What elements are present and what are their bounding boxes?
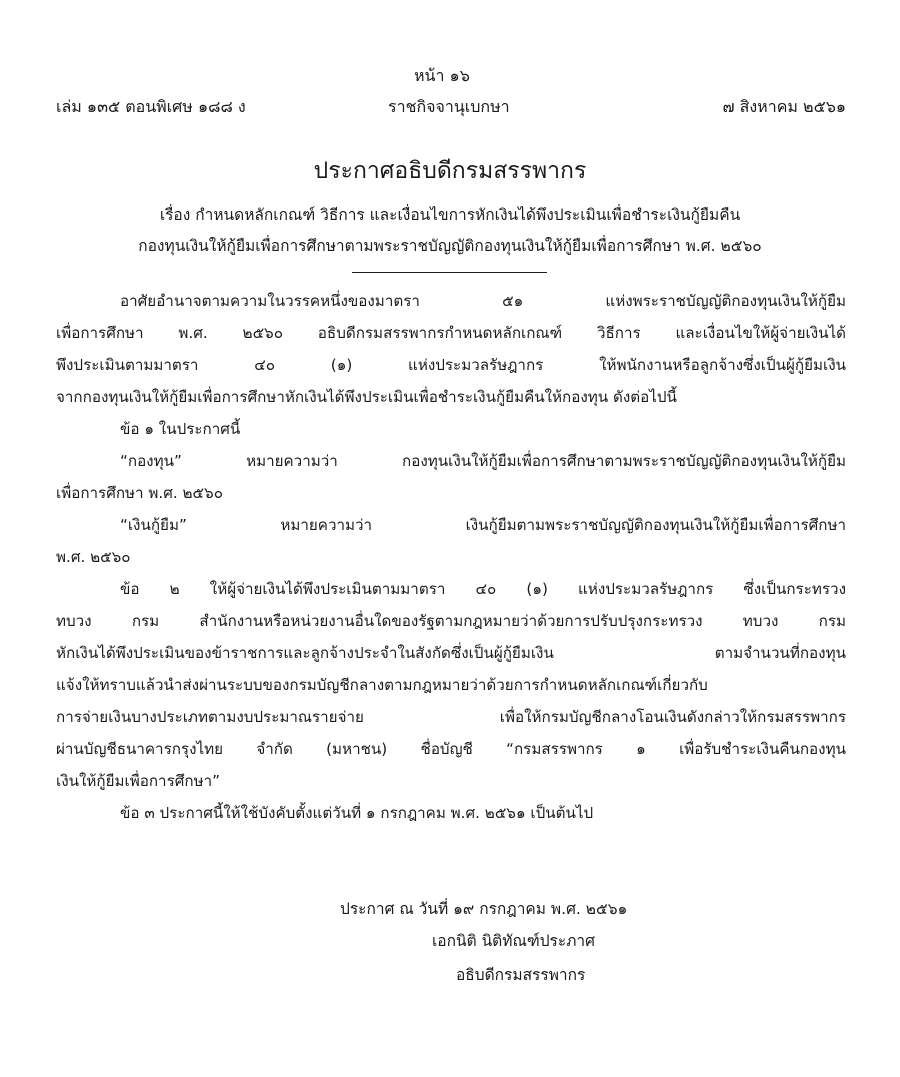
clause-2-line: การจ่ายเงินบางประเภทตามงบประมาณรายจ่าย เพื่อให้กรมบัญชีกลางโอนเงินดังกล่าวให้กรมสรรพากร — [56, 708, 846, 726]
clause-1-heading: ข้อ ๑ ในประกาศนี้ — [120, 420, 241, 438]
signatory-name: เอกนิติ นิติทัณฑ์ประภาศ — [432, 932, 595, 950]
clause-2-line: ทบวง กรม สำนักงานหรือหน่วยงานอื่นใดของรัฐตามกฎหมายว่าด้วยการปรับปรุงกระทรวง ทบวง กรม — [56, 612, 846, 630]
clause-2-line: ข้อ ๒ ให้ผู้จ่ายเงินได้พึงประเมินตามมาตรา ๔๐ (๑) แห่งประมวลรัษฎากร ซึ่งเป็นกระทรวง — [120, 580, 846, 598]
gazette-volume: เล่ม ๑๓๕ ตอนพิเศษ ๑๘๘ ง — [56, 97, 246, 116]
definition-loan-line: พ.ศ. ๒๕๖๐ — [56, 548, 131, 566]
page-number: หน้า ๑๖ — [414, 66, 470, 85]
clause-3-line: ข้อ ๓ ประกาศนี้ให้ใช้บังคับตั้งแต่วันที่ ๑ กรกฎาคม พ.ศ. ๒๕๖๑ เป็นต้นไป — [120, 804, 594, 822]
title-divider — [352, 272, 547, 273]
subject-line: กองทุนเงินให้กู้ยืมเพื่อการศึกษาตามพระราชบัญญัติกองทุนเงินให้กู้ยืมเพื่อการศึกษา พ.ศ. ๒๕๖๐ — [138, 237, 762, 255]
preamble-line: อาศัยอำนาจตามความในวรรคหนึ่งของมาตรา ๕๑ แห่งพระราชบัญญัติกองทุนเงินให้กู้ยืม — [120, 292, 846, 310]
gazette-name: ราชกิจจานุเบกษา — [388, 97, 510, 116]
preamble-line: เพื่อการศึกษา พ.ศ. ๒๕๖๐ อธิบดีกรมสรรพากรกำหนดหลักเกณฑ์ วิธีการ และเงื่อนไขให้ผู้จ่ายเงินได้ — [56, 324, 846, 342]
document-title: ประกาศอธิบดีกรมสรรพากร — [313, 158, 587, 184]
gazette-date: ๗ สิงหาคม ๒๕๖๑ — [722, 97, 846, 116]
subject-line: เรื่อง กำหนดหลักเกณฑ์ วิธีการ และเงื่อนไขการหักเงินได้พึงประเมินเพื่อชำระเงินกู้ยืมคืน — [159, 206, 741, 224]
clause-2-line: แจ้งให้ทราบแล้วนำส่งผ่านระบบของกรมบัญชีกลางตามกฎหมายว่าด้วยการกำหนดหลักเกณฑ์เกี่ยวกับ — [56, 676, 708, 694]
definition-fund-line: “กองทุน” หมายความว่า กองทุนเงินให้กู้ยืมเพื่อการศึกษาตามพระราชบัญญัติกองทุนเงินให้กู้ยืม — [120, 452, 846, 470]
clause-2-line: เงินให้กู้ยืมเพื่อการศึกษา” — [56, 772, 220, 790]
clause-2-line: หักเงินได้พึงประเมินของข้าราชการและลูกจ้างประจำในสังกัดซึ่งเป็นผู้กู้ยืมเงิน ตามจำนวนที่กองทุน — [56, 644, 846, 662]
definition-fund-line: เพื่อการศึกษา พ.ศ. ๒๕๖๐ — [56, 484, 223, 502]
signatory-position: อธิบดีกรมสรรพากร — [456, 966, 586, 984]
announcement-date: ประกาศ ณ วันที่ ๑๙ กรกฎาคม พ.ศ. ๒๕๖๑ — [340, 900, 628, 918]
clause-2-line: ผ่านบัญชีธนาคารกรุงไทย จำกัด (มหาชน) ชื่อบัญชี “กรมสรรพากร ๑ เพื่อรับชำระเงินคืนกองทุน — [56, 740, 846, 758]
preamble-line: พึงประเมินตามมาตรา ๔๐ (๑) แห่งประมวลรัษฎากร ให้พนักงานหรือลูกจ้างซึ่งเป็นผู้กู้ยืมเงิน — [56, 356, 846, 374]
definition-loan-line: “เงินกู้ยืม” หมายความว่า เงินกู้ยืมตามพระราชบัญญัติกองทุนเงินให้กู้ยืมเพื่อการศึกษา — [120, 516, 846, 534]
preamble-line: จากกองทุนเงินให้กู้ยืมเพื่อการศึกษาหักเงินได้พึงประเมินเพื่อชำระเงินกู้ยืมคืนให้กองทุน ดังต่อไปนี้ — [56, 388, 677, 406]
